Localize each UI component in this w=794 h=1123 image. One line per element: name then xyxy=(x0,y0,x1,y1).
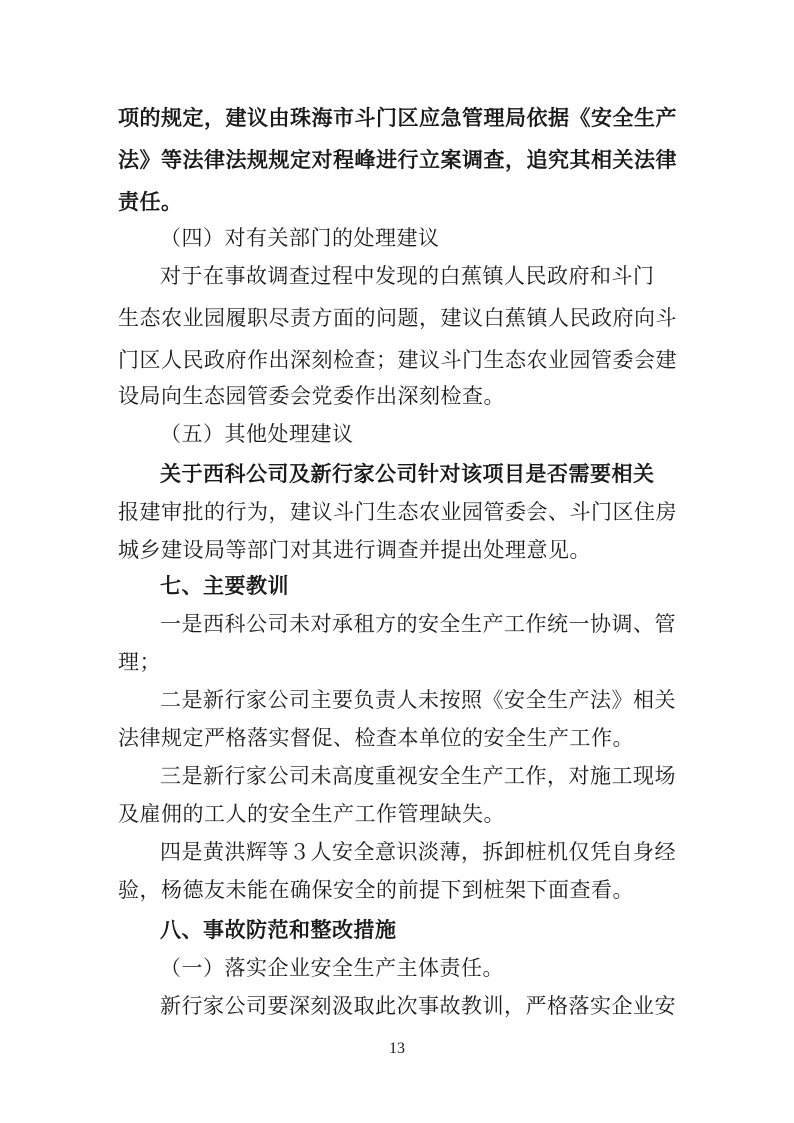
paragraph-line: 验，杨德友未能在确保安全的前提下到桩架下面查看。 xyxy=(118,878,634,902)
subsection-heading: （一）落实企业安全生产主体责任。 xyxy=(160,956,504,980)
paragraph-line: 新行家公司要深刻汲取此次事故教训，严格落实企业安 xyxy=(160,994,676,1018)
paragraph-line: 法》等法律法规规定对程峰进行立案调查，追究其相关法律 xyxy=(118,148,677,172)
paragraph-line: 门区人民政府作出深刻检查；建议斗门生态农业园管委会建 xyxy=(118,348,677,372)
section-heading: 八、事故防范和整改措施 xyxy=(160,918,397,942)
paragraph-line: 及雇佣的工人的安全生产工作管理缺失。 xyxy=(118,802,505,826)
paragraph-line: 设局向生态园管委会党委作出深刻检查。 xyxy=(118,384,505,408)
paragraph-line: 责任。 xyxy=(118,190,183,214)
subsection-heading: （五）其他处理建议 xyxy=(160,422,354,446)
paragraph-line: 报建审批的行为，建议斗门生态农业园管委会、斗门区住房 xyxy=(118,500,677,524)
paragraph-line: 四是黄洪辉等３人安全意识淡薄，拆卸桩机仅凭自身经 xyxy=(160,840,676,864)
paragraph-line: 生态农业园履职尽责方面的问题，建议白蕉镇人民政府向斗 xyxy=(118,306,677,330)
paragraph-line: 三是新行家公司未高度重视安全生产工作，对施工现场 xyxy=(160,764,676,788)
section-heading: 七、主要教训 xyxy=(160,574,289,598)
paragraph-line: 二是新行家公司主要负责人未按照《安全生产法》相关 xyxy=(160,688,676,712)
subsection-heading: （四）对有关部门的处理建议 xyxy=(160,226,440,250)
paragraph-line: 项的规定，建议由珠海市斗门区应急管理局依据《安全生产 xyxy=(118,106,677,130)
paragraph-line: 理； xyxy=(118,650,161,674)
page-number: 13 xyxy=(389,1040,405,1057)
paragraph-line: 关于西科公司及新行家公司针对该项目是否需要相关 xyxy=(160,462,655,486)
paragraph-line: 一是西科公司未对承租方的安全生产工作统一协调、管 xyxy=(160,612,676,636)
paragraph-line: 法律规定严格落实督促、检查本单位的安全生产工作。 xyxy=(118,726,634,750)
paragraph-line: 城乡建设局等部门对其进行调查并提出处理意见。 xyxy=(118,538,591,562)
paragraph-line: 对于在事故调查过程中发现的白蕉镇人民政府和斗门 xyxy=(160,264,655,288)
